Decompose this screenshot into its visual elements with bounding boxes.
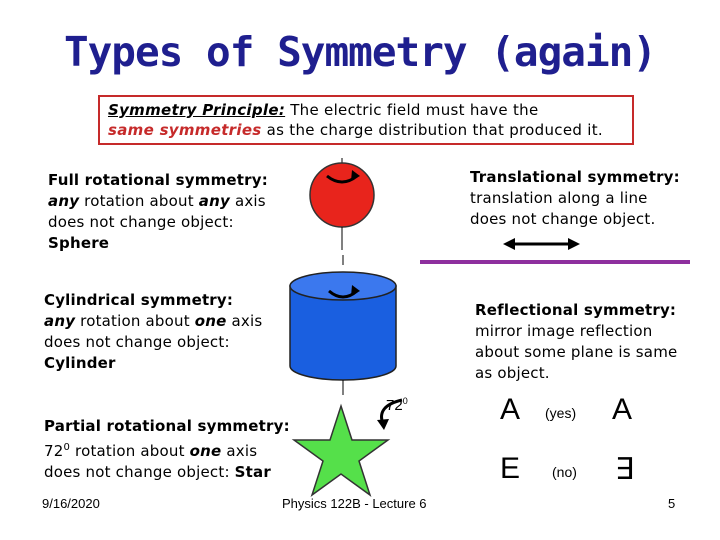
text: axis <box>226 312 263 330</box>
sphere-illustration <box>310 158 374 250</box>
principle-emphasis: same symmetries <box>108 121 262 139</box>
degree-value: 72 <box>44 442 64 460</box>
full-rotational-object: Sphere <box>48 234 110 252</box>
example-a-result: (yes) <box>545 405 577 421</box>
example-a-original: A <box>500 393 521 426</box>
text: rotation about <box>70 442 190 460</box>
angle-label <box>386 396 408 414</box>
any-word: any <box>48 192 80 210</box>
translational-line-1: translation along a line <box>470 189 648 207</box>
example-e-original: E <box>500 452 521 485</box>
angle-sup: 0 <box>402 396 408 406</box>
cylindrical-object: Cylinder <box>44 354 116 372</box>
footer-date: 9/16/2020 <box>42 496 100 511</box>
arrow-left-icon <box>503 238 515 250</box>
principle-text-2: as the charge distribution that produced it. <box>261 121 603 139</box>
arrow-right-icon <box>568 238 580 250</box>
example-e-result: (no) <box>552 464 577 480</box>
star-illustration <box>294 400 402 495</box>
any-word: any <box>44 312 76 330</box>
partial-rotational-heading: Partial rotational symmetry: <box>44 417 290 435</box>
full-rotational-line-2: does not change object: <box>48 213 234 231</box>
star-shape <box>294 406 388 495</box>
full-rotational-heading: Full rotational symmetry: <box>48 171 268 189</box>
one-word: one <box>194 312 227 330</box>
text: axis <box>229 192 266 210</box>
translation-illustration <box>420 238 690 262</box>
example-e-mirrored: ∃ <box>615 453 634 486</box>
partial-rotational-object: Star <box>234 463 271 481</box>
sphere <box>310 163 374 227</box>
text: does not change object: <box>44 463 235 481</box>
translational-line-2: does not change object. <box>470 210 656 228</box>
cylindrical-line-2: does not change object: <box>44 333 230 351</box>
cylindrical-heading: Cylindrical symmetry: <box>44 291 234 309</box>
any-word: any <box>198 192 230 210</box>
one-word: one <box>189 442 222 460</box>
principle-text-1: The electric field must have the <box>285 101 539 119</box>
reflectional-line-3: as object. <box>475 364 550 382</box>
reflectional-heading: Reflectional symmetry: <box>475 301 677 319</box>
reflectional-line-2: about some plane is same <box>475 343 678 361</box>
reflectional-line-1: mirror image reflection <box>475 322 653 340</box>
example-a-mirrored: A <box>612 393 633 426</box>
principle-label: Symmetry Principle: <box>108 101 286 119</box>
cylinder-illustration <box>290 255 396 395</box>
degree-sup: 0 <box>63 442 71 453</box>
footer-course: Physics 122B - Lecture 6 <box>282 496 427 511</box>
rotation-arrowhead-icon <box>377 419 389 430</box>
translational-heading: Translational symmetry: <box>470 168 680 186</box>
footer-page-number: 5 <box>668 496 676 511</box>
text: rotation about <box>79 192 199 210</box>
text: rotation about <box>75 312 195 330</box>
page-title: Types of Symmetry (again) <box>63 28 657 76</box>
text: axis <box>221 442 258 460</box>
angle-value: 72 <box>386 397 403 414</box>
